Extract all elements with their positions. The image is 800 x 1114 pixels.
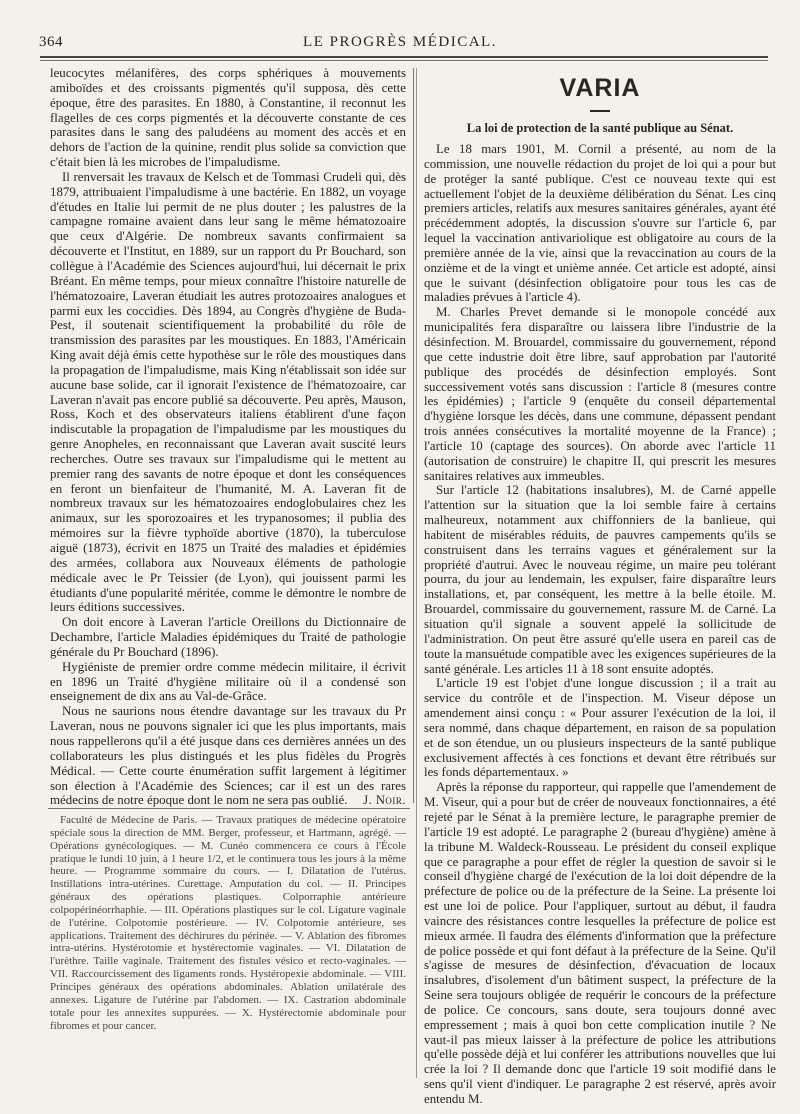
left-column — [50, 66, 406, 808]
header-rule-thin — [40, 60, 768, 61]
running-title: LE PROGRÈS MÉDICAL. — [303, 34, 497, 50]
column-divider — [413, 68, 414, 803]
right-column — [424, 66, 776, 1107]
footnote-rule — [48, 808, 410, 809]
section-heading: VARIA — [559, 74, 641, 102]
header-rule — [40, 56, 768, 58]
body-paragraph: Hygiéniste de premier ordre comme médecin militaire, il écrivit en 1896 un Traité d'hygiène militaire où il a condensé son enseignement de dix ans au Val-de-Grâce. — [50, 659, 406, 704]
body-paragraph: Le 18 mars 1901, M. Cornil a présenté, au nom de la commission, une nouvelle rédaction du projet de loi qui a pour but de protéger la santé publique. C'est ce nouveau texte qui est actuellement l'objet de la deuxième délibération du Sénat. Les cinq premiers articles, relatifs aux mesures sanitaires générales, ayant été précédemment adoptés, la discussion s'ouvre sur l'article 6, par lequel la vaccination antivariolique est obligatoire au cours de la première année de la vie, ainsi que la revaccination au cours de la onzième et de la vingt et unième année. Cet article est adopté, ainsi que le suivant (désinfection obligatoire pour tous les cas de maladies prévues à l'article 4). — [424, 142, 776, 305]
body-paragraph: M. Charles Prevet demande si le monopole concédé aux municipalités fera disparaître ou laissera libre l'industrie de la désinfection. M. Brouardel, commissaire du gouvernement, répond que cette industrie doit être libre, sauf approbation par l'autorité publique des procédés de désinfection employés. Sont successivement votés sans discussion : l'article 8 (mesures contre les épidémies) ; l'article 9 (enquête du conseil départemental d'hygiène lorsque les décès, dans une commune, dépassent pendant trois années consécutives la mortalité moyenne de la France) ; l'article 10 (captage des sources). On aborde avec l'article 11 (autorisation de construire) le chapitre II, qui prescrit les mesures sanitaires relatives aux immeubles. — [424, 305, 776, 483]
body-paragraph: Nous ne saurions nous étendre davantage sur les travaux du Pr Laveran, nous ne pouvons signaler ici que les plus importants, mais nous rappellerons qu'il a été jusque dans ces dernières années un des collaborateurs les plus distingués et les plus fidèles du Progrès Médical. — Cette courte énumération suffit largement à légitimer son élection à l'Académie des Sciences; car il est un des rares médecins de notre époque dont le nom ne sera pas oublié. — [50, 704, 406, 808]
author-signature: J. Noir. — [363, 793, 406, 808]
footnote-text: Faculté de Médecine de Paris. — Travaux pratiques de médecine opératoire spéciale sous la direction de MM. Berger, professeur, et Hartmann, agrégé. — Opérations gynécologiques. — M. Cunéo commencera ce cours à l'École pratique le lundi 10 juin, à 1 heure 1/2, et le continuera tous les jours à la même heure. — Programme sommaire du cours. — I. Dilatation de l'utérus. Instillations intra-utérines. Curettage. Amputation du col. — II. Principes généraux des opérations plastiques. Colporraphie antérieure colpopérinéorrhaphie. — III. Opérations plastiques sur le col. Ligature vaginale de l'utérine. Colpotomie postérieure. — IV. Colpotomie antérieure, ses applications. Traitement des déchirures du périnée. — V. Ablation des fibromes intra-utérins. Hystérotomie et hystérectomie vaginales. — VI. Dilatation de l'urèthre. Taille vaginale. Traitement des fistules vésico et recto-vaginales. — VII. Raccourcissement des ligaments ronds. Hystéropexie abdominale. — VIII. Principes généraux des opérations abdominales. Ablation unilatérale des annexes. Ligature de l'utérine par l'abdomen. — IX. Castration abdominale totale pour les annexites suppurées. — X. Hystérectomie abdominale pour fibromes et pour cancer. — [50, 814, 406, 1032]
body-paragraph: Il renversait les travaux de Kelsch et de Tommasi Crudeli qui, dès 1879, attribuaient l'impaludisme à une bactérie. En 1882, un voyage d'études en Italie lui permit de ne plus douter ; les palustres de la campagne romaine avaient dans leur sang le même hématozoaire que ceux d'Algérie. De nombreux savants confirmaient sa découverte et l'Institut, en 1889, sur un rapport du Pr Bouchard, son collègue à l'Académie des Sciences aujourd'hui, lui décernait le prix Bréant. En même temps, pour mieux connaître l'histoire naturelle de l'hématozoaire, Laveran étudiait les autres protozoaires analogues et parmi eux les coccidies. Dès 1894, au Congrès d'hygiène de Buda-Pest, il soutenait scientifiquement la probabilité du rôle de transmission des parasites par les moustiques. En 1883, l'Américain King avait déjà émis cette hypothèse sur le rôle des moustiques dans la propagation de l'impaludisme, mais King n'établissait son idée sur aucune base solide, car il ignorait l'existence de l'hématozoaire, car Laveran n'avait pas encore publié sa découverte. Peu après, Mauson, Ross, Koch et des observateurs italiens établirent d'une façon indiscutable la propagation de l'impaludisme par les moustiques du genre Anopheles, en reconnaissant que Laveran avait suscité leurs recherches. Outre ses travaux sur l'impaludisme qui le mettent au premier rang des savants de notre époque et dont les conséquences en feront un bienfaiteur de l'humanité, M. A. Laveran fit de nombreux travaux sur les hématozoaires endoglobulaires chez les animaux, sur les sporozoaires et les trypanosomes; il publia des mémoires sur la fièvre typhoïde abortive (1870), la tuberculose aiguë (1873), écrivit en 1875 un Traité des maladies et épidémies des armées, collabora aux Nouveaux éléments de pathologie médicale avec le Pr Teissier (de Lyon), qui jouissent parmi les étudiants d'une popularité méritée, comme le démontre le nombre de leurs éditions successives. — [50, 169, 406, 615]
heading-dash — [590, 110, 610, 112]
page-number: 364 — [39, 34, 63, 50]
body-paragraph: Sur l'article 12 (habitations insalubres), M. de Carné appelle l'attention sur la situation que la loi semble faire à certains malheureux, notamment aux chiffonniers de la banlieue, qui habitent de misérables réduits, de pauvres campements qu'ils se construisent dans les terrains vagues et généralement sur la propriété d'autrui. Avec le nouveau régime, un maire peu tolérant pourra, du jour au lendemain, les expulser, faire disparaître leurs installations, et, par conséquent, les mettre à la belle étoile. M. Brouardel, commissaire du gouvernement, rassure M. de Carné. La situation qu'il signale a souvent appelé la sollicitude de l'administration. On peut être assuré qu'elle usera en pareil cas de toute la mansuétude compatible avec les exigences supérieures de la santé générale. Les articles 11 à 18 sont ensuite adoptés. — [424, 483, 776, 676]
column-divider-right — [416, 68, 417, 1078]
body-paragraph: L'article 19 est l'objet d'une longue discussion ; il a trait au service du contrôle et de l'inspection. M. Viseur dépose un amendement ainsi conçu : « Pour assurer l'exécution de la loi, il sera nommé, dans chaque département, en raison de sa population et de son étendue, un ou plusieurs inspecteurs de la santé publique exclusivement affectés à ces fonctions et devant être rétribués sur les fonds départementaux. » — [424, 676, 776, 780]
article-title: La loi de protection de la santé publique au Sénat. — [466, 121, 734, 135]
body-paragraph: leucocytes mélanifères, des corps sphériques à mouvements amiboïdes et des croissants pigmentés qu'il supposa, dès cette époque, être des parasites. En 1880, à Constantine, il reconnut les flagelles de ces corps pigmentés et la découverte constante de ces parasites dans le sang des paludéens au moment des accès et en dehors de l'action de la quinine, rendit plus solide sa conviction que c'était bien là les microbes de l'impaludisme. — [50, 66, 406, 170]
body-paragraph: On doit encore à Laveran l'article Oreillons du Dictionnaire de Dechambre, l'article Maladies épidémiques du Traité de pathologie générale du Pr Bouchard (1896). — [50, 615, 406, 659]
footnote-block — [50, 814, 406, 1032]
body-paragraph: Après la réponse du rapporteur, qui rappelle que l'amendement de M. Viseur, qui a pour but de créer de nouveaux fonctionnaires, a été rejeté par le Sénat à la première lecture, le paragraphe premier de l'article 19 est adopté. Le paragraphe 2 (bureau d'hygiène) amène à la tribune M. Waldeck-Rousseau. Le président du conseil explique que ce paragraphe a pour effet de régler la question de savoir si le conseil d'hygiène chargé de l'exécution de la loi doit dépendre de la préfecture de police ou de la préfecture de la Seine. La présente loi est une loi de police. Pour l'appliquer, surtout au début, il faudra vaincre des résistances contre lesquelles la préfecture de police est mieux armée. Il faudra des éléments d'information que la préfecture de police possède et qui font défaut à la préfecture de la Seine. Qu'il s'agisse de mesures de désinfection, d'évacuation de locaux insalubres, d'isolement d'un bâtiment suspect, la préfecture de la Seine sera toujours obligée de requérir le concours de la préfecture de police. Ce concours, sans doute, sera toujours donné avec empressement ; mais à quoi bon cette complication inutile ? Ne vaut-il pas mieux laisser à la préfecture de police les attributions qu'elle possède déjà et lui conférer les attributions nouvelles que lui crée la loi ? Il demande donc que l'article 19 soit modifié dans le sens qu'il vient d'indiquer. Le paragraphe 2 est réservé, après avoir entendu M. — [424, 780, 776, 1106]
